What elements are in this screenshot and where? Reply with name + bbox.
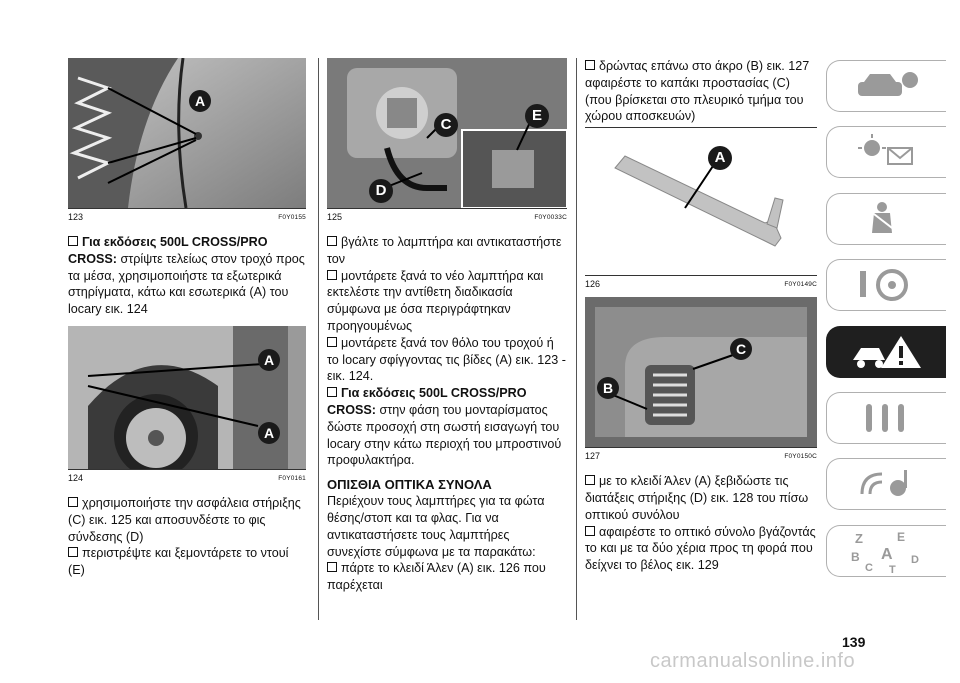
figure-126 xyxy=(585,128,817,276)
index-letter: B xyxy=(850,549,860,564)
figure-123 xyxy=(68,58,306,209)
paragraph xyxy=(327,493,567,560)
paragraph xyxy=(68,545,306,579)
tab-steering[interactable] xyxy=(826,259,946,311)
paragraph xyxy=(327,335,567,385)
checkbox-bullet-icon xyxy=(585,475,595,485)
paragraph-text: Περιέχουν τους λαμπτήρες για τα φώτα θέσης/στοπ και τα φλας. Για να αντικαταστήσετε τους λαμπτήρες συνεχίστε σύμφωνα με τα παρακάτω: xyxy=(327,494,545,559)
tab-car-info[interactable] xyxy=(826,60,946,112)
column-2 xyxy=(327,58,567,594)
tab-maintenance[interactable] xyxy=(826,392,946,444)
airbag-seat-icon xyxy=(852,201,922,237)
index-letter: C xyxy=(864,561,873,573)
paragraph-text: με το κλειδί Άλεν (A) ξεβιδώστε τις διατάξεις στήριξης (D) εικ. 128 του πίσω οπτικού συνόλου xyxy=(585,474,809,522)
index-letter: Z xyxy=(854,530,863,546)
car-info-icon xyxy=(852,68,922,104)
figure-caption xyxy=(68,470,306,487)
checkbox-bullet-icon xyxy=(327,270,337,280)
paragraph xyxy=(68,234,306,318)
tab-multimedia[interactable] xyxy=(826,458,946,510)
section-heading: ΟΠΙΣΘΙΑ ΟΠΤΙΚΑ ΣΥΝΟΛΑ xyxy=(327,477,492,493)
emergency-icon xyxy=(847,332,927,372)
wheel-arch-screw-illustration xyxy=(68,58,306,208)
paragraph-text: μοντάρετε ξανά το νέο λαμπτήρα και εκτελέστε την αντίθετη διαδικασία σύμφωνα με όσα περιγράφτηκαν προηγουμένως xyxy=(327,268,544,333)
figure-caption xyxy=(68,209,306,226)
trunk-cover-illustration xyxy=(585,297,817,447)
index-letter: D xyxy=(910,553,919,566)
figure-code: F0Y0149C xyxy=(784,281,817,289)
figure-code: F0Y0150C xyxy=(784,453,817,461)
figure-124 xyxy=(68,326,306,470)
marker-a: A xyxy=(258,422,280,444)
figure-number: 123 xyxy=(68,212,84,222)
figure-caption xyxy=(327,209,567,226)
marker-d: D xyxy=(369,179,393,203)
checkbox-bullet-icon xyxy=(327,236,337,246)
paragraph-text: στην φάση του μονταρίσματος δώστε προσοχή στη σωστή εισαγωγή του locary στην κάτω περιοχή του μπροστινού προφυλακτήρα. xyxy=(327,402,562,468)
checkbox-bullet-icon xyxy=(68,547,78,557)
index-letter: A xyxy=(880,545,893,563)
paragraph-text: μοντάρετε ξανά τον θόλο του τροχού ή το locary σφίγγοντας τις βίδες (A) εικ. 123 - εικ. 124. xyxy=(327,335,566,384)
checkbox-bullet-icon xyxy=(327,562,337,572)
allen-key-illustration xyxy=(585,128,817,275)
index-letter: T xyxy=(888,563,896,573)
marker-a: A xyxy=(708,146,732,170)
paragraph-text: στρίψτε τελείως στον τροχό προς τα μέσα, χρησιμοποιήστε τα εξωτερικά στηρίγματα, κάτω και εσωτερικά (A) του locary εικ. 124 xyxy=(68,251,305,317)
tab-emergency[interactable] xyxy=(826,326,946,378)
tab-index[interactable] xyxy=(826,525,946,577)
checkbox-bullet-icon xyxy=(327,337,337,347)
figure-125 xyxy=(327,58,567,209)
column-1 xyxy=(68,58,306,579)
page-number: 139 xyxy=(842,634,866,650)
figure-number: 127 xyxy=(585,451,601,462)
index-letter: E xyxy=(896,529,905,544)
figure-number: 126 xyxy=(585,279,601,290)
marker-a: A xyxy=(189,90,211,112)
checkbox-bullet-icon xyxy=(585,526,595,536)
figure-caption xyxy=(585,448,817,465)
paragraph xyxy=(327,268,567,335)
marker-e: E xyxy=(525,104,549,128)
paragraph xyxy=(68,495,306,545)
paragraph xyxy=(585,473,817,523)
column-3 xyxy=(585,58,817,574)
figure-number: 125 xyxy=(327,212,343,222)
column-divider xyxy=(318,58,319,620)
figure-code: F0Y0033C xyxy=(534,214,567,221)
marker-a: A xyxy=(258,349,280,371)
marker-c: C xyxy=(434,113,458,137)
chapter-tabs xyxy=(826,60,946,591)
marker-c: C xyxy=(730,338,752,360)
bold-label: Για εκδόσεις 500L CROSS/PRO CROSS: xyxy=(327,386,527,417)
figure-code: F0Y0161 xyxy=(278,474,306,482)
paragraph-text: περιστρέψτε και ξεμοντάρετε το ντουί (E) xyxy=(68,546,289,578)
paragraph-text: δρώντας επάνω στο άκρο (B) εικ. 127 αφαιρέστε το καπάκι προστασίας (C) (που βρίσκεται στο πλευρικό τμήμα του χώρου αποσκευών) xyxy=(585,59,810,124)
bold-label: Για εκδόσεις 500L CROSS/PRO CROSS: xyxy=(68,235,268,266)
figure-code: F0Y0155 xyxy=(278,214,306,221)
tab-airbag-seat[interactable] xyxy=(826,193,946,245)
tab-warning-lights[interactable] xyxy=(826,126,946,178)
paragraph xyxy=(327,560,567,594)
checkbox-bullet-icon xyxy=(327,387,337,397)
marker-b: B xyxy=(597,377,619,399)
checkbox-bullet-icon xyxy=(585,60,595,70)
paragraph xyxy=(327,234,567,268)
warning-lights-icon xyxy=(852,134,922,170)
steering-icon xyxy=(852,267,922,303)
paragraph xyxy=(585,524,817,574)
paragraph-text: πάρτε το κλειδί Άλεν (A) εικ. 126 που παρέχεται xyxy=(327,561,546,593)
paragraph-text: αφαιρέστε το οπτικό σύνολο βγάζοντάς το και με τα δύο χέρια προς τη φορά που δείχνει το βέλος εικ. 129 xyxy=(585,524,816,573)
figure-caption xyxy=(585,276,817,293)
watermark: carmanualsonline.info xyxy=(650,650,856,672)
figure-number: 124 xyxy=(68,472,84,483)
maintenance-icon xyxy=(852,400,922,436)
paragraph-text: χρησιμοποιήστε την ασφάλεια στήριξης (C) εικ. 125 και αποσυνδέστε το φις σύνδεσης (D) xyxy=(68,495,301,544)
paragraph xyxy=(327,385,567,469)
paragraph xyxy=(585,58,817,125)
figure-127 xyxy=(585,297,817,448)
paragraph-text: βγάλτε το λαμπτήρα και αντικαταστήστε τον xyxy=(327,235,562,266)
index-icon xyxy=(847,529,927,573)
checkbox-bullet-icon xyxy=(68,236,78,246)
multimedia-icon xyxy=(852,466,922,502)
checkbox-bullet-icon xyxy=(68,497,78,507)
wheel-locary-illustration xyxy=(68,326,306,469)
column-divider xyxy=(576,58,577,620)
